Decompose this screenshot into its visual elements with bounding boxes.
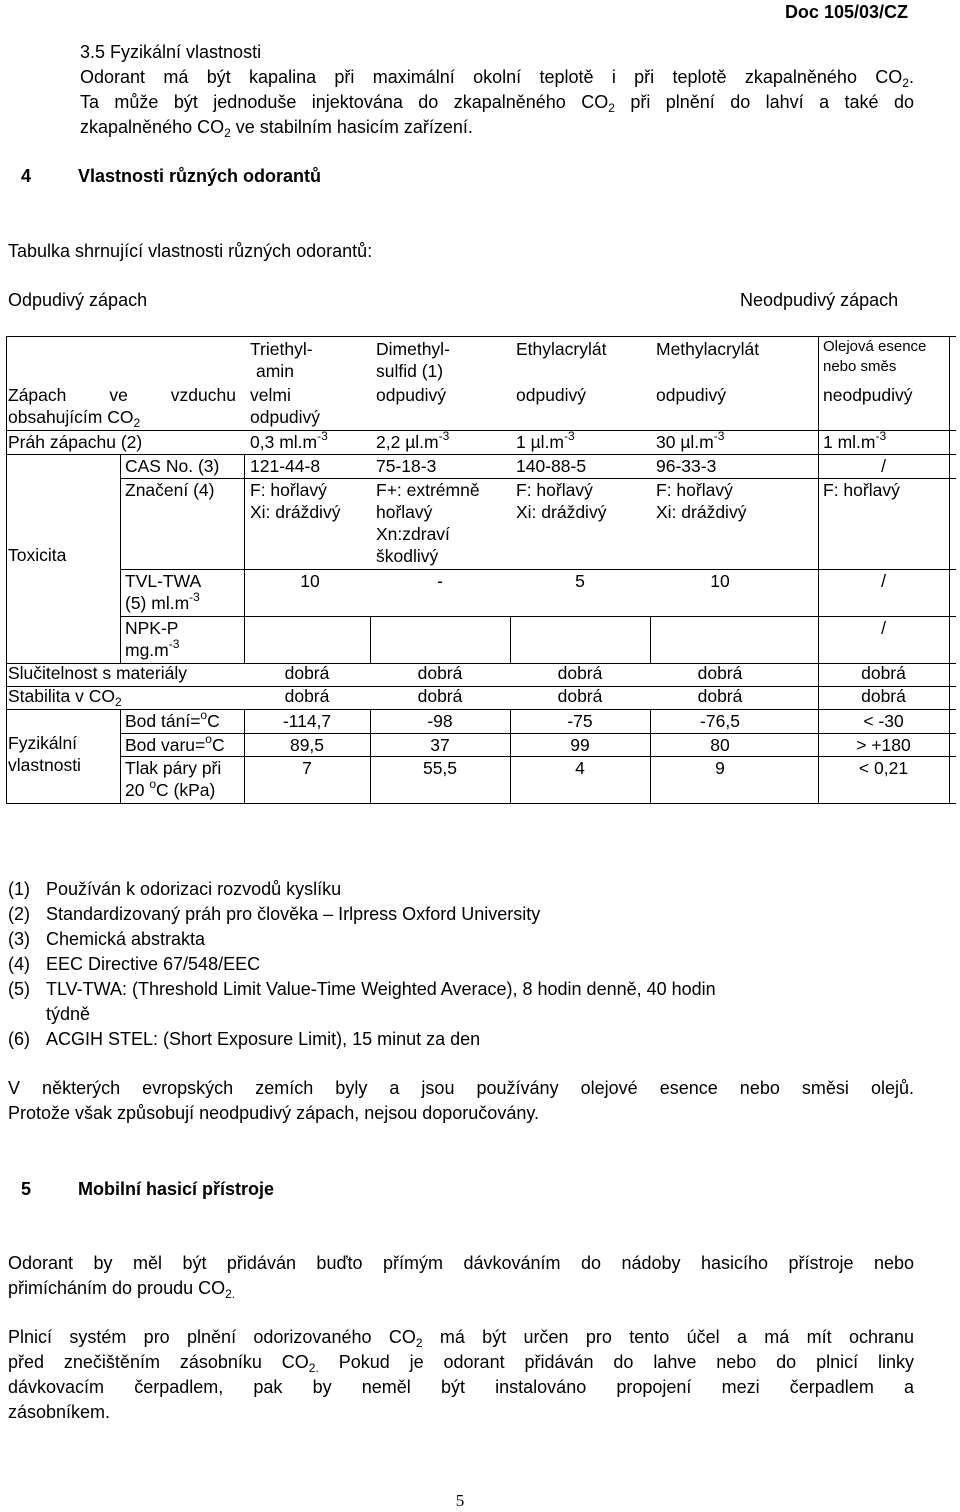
boil-value: 99 — [570, 735, 590, 755]
vapour-label: Tlak páry při 20 $^o$C (kPa) — [125, 758, 222, 800]
smell-ethylacrylat: odpudivý — [516, 385, 587, 405]
vapour-value: < 0,21 — [858, 758, 909, 778]
row-label-zapach: Zápach ve vzduchu — [8, 385, 236, 405]
smell-triethylamin: velmi odpudivý — [250, 385, 321, 427]
footnote: (4) EEC Directive 67/548/EEC — [8, 954, 261, 974]
boil-value: 89,5 — [289, 735, 325, 755]
melt-value: -76,5 — [700, 711, 740, 731]
cas-label: CAS No. (3) — [125, 456, 220, 476]
cas-value: 75-18-3 — [376, 456, 437, 476]
vapour-value: 9 — [715, 758, 725, 778]
table-line — [244, 454, 245, 664]
section-5-line: Odorant by měl být přidáván buďto přímým dávkováním do nádoby hasicího přístroje nebo — [8, 1253, 914, 1273]
oils-paragraph-line: V některých evropských zemích byly a jsou používány olejové esence nebo směsi olejů. — [8, 1078, 914, 1098]
tvl-label: TVL-TWA (5) $ml.m^{-3}$ — [125, 571, 202, 613]
section-3-5-line: Odorant má být kapalina při maximální okolní teplotě i při teplotě zkapalněného $CO_2$. — [80, 67, 914, 90]
section-5-line: před znečištěním zásobníku $CO_{2.}$ Pokud je odorant přidáván do lahve nebo do plnicí linky — [8, 1352, 914, 1375]
smell-olejova: neodpudivý — [823, 385, 913, 405]
tvl-value: 10 — [710, 571, 730, 591]
table-intro: Tabulka shrnující vlastnosti různých odorantů: — [8, 241, 373, 261]
section-5-title: Mobilní hasicí přístroje — [78, 1179, 275, 1199]
melt-value: -75 — [567, 711, 593, 731]
header-olejova-esence: Olejová esence nebo směs — [823, 338, 927, 375]
section-3-5-heading: 3.5 Fyzikální vlastnosti — [80, 42, 262, 62]
table-line — [6, 336, 956, 337]
row-label-fyzikalni: Fyzikální vlastnosti — [8, 733, 81, 775]
page-number: 5 — [455, 1491, 465, 1510]
compat-value: dobrá — [697, 663, 743, 683]
compat-value: dobrá — [861, 663, 906, 683]
smell-dimethylsulfid: odpudivý — [376, 385, 447, 405]
stability-value: dobrá — [284, 686, 330, 706]
vapour-value: 7 — [302, 758, 312, 778]
marking-label: Značení (4) — [125, 480, 215, 500]
section-3-5-line: Ta může být jednoduše injektována do zkapalněného $CO_2$ při plnění do lahví a také do — [80, 92, 914, 115]
table-line — [510, 616, 511, 664]
row-label-prah: Práh zápachu (2) — [8, 432, 143, 452]
section-5-line: dávkovacím čerpadlem, pak by neměl být instalováno propojení mezi čerpadlem a — [8, 1377, 914, 1397]
threshold-olejova: 1 $ml.m^{-3}$ — [823, 429, 887, 452]
stability-value: dobrá — [557, 686, 603, 706]
threshold-triethylamin: 0,3 $ml.m^{-3}$ — [250, 429, 328, 452]
vapour-value: 55,5 — [422, 758, 458, 778]
npk-value: / — [881, 618, 886, 638]
table-line — [6, 430, 956, 431]
melt-value: -98 — [427, 711, 453, 731]
marking-ethylacrylat: F: hořlavý Xi: dráždivý — [516, 480, 607, 522]
cas-value: / — [881, 456, 886, 476]
section-4-number: 4 — [21, 166, 32, 186]
cas-value: 96-33-3 — [656, 456, 717, 476]
section-5-line: Plnicí systém pro plnění odorizovaného $CO_2$ má být určen pro tento účel a má mít ochranu — [8, 1327, 914, 1350]
odorant-table — [6, 336, 956, 804]
smell-methylacrylat: odpudivý — [656, 385, 727, 405]
header-methylacrylat: Methylacrylát — [656, 339, 760, 359]
row-label-stabilita: Stabilita v $CO_2$ — [8, 686, 122, 709]
footnote-continuation: týdně — [46, 1004, 91, 1024]
marking-triethylamin: F: hořlavý Xi: dráždivý — [250, 480, 341, 522]
melt-value: -114,7 — [282, 711, 332, 731]
threshold-ethylacrylat: 1 $\mu l.m^{-3}$ — [516, 429, 575, 452]
table-line — [6, 336, 7, 804]
odpudivy-label: Odpudivý zápach — [8, 290, 148, 310]
section-5-line: přimícháním do proudu $CO_{2.}$ — [8, 1278, 236, 1301]
boil-value: 80 — [710, 735, 730, 755]
table-line — [6, 803, 956, 804]
table-line — [370, 616, 371, 664]
section-5-line: zásobníkem. — [8, 1402, 111, 1422]
neodpudivy-label: Neodpudivý zápach — [740, 290, 899, 310]
threshold-dimethylsulfid: 2,2 $\mu l.m^{-3}$ — [376, 429, 450, 452]
header-ethylacrylat: Ethylacrylát — [516, 339, 607, 359]
vapour-value: 4 — [575, 758, 585, 778]
boil-value: > +180 — [856, 735, 911, 755]
boil-label: Bod varu=$^o$C — [125, 732, 225, 755]
stability-value: dobrá — [697, 686, 743, 706]
section-5-number: 5 — [21, 1179, 32, 1199]
melt-label: Bod tání=$^o$C — [125, 708, 220, 731]
compat-value: dobrá — [417, 663, 463, 683]
section-4-title: Vlastnosti různých odorantů — [78, 166, 322, 186]
section-3-5-line: zkapalněného $CO_2$ ve stabilním hasicím zařízení. — [80, 117, 473, 140]
stability-value: dobrá — [417, 686, 463, 706]
footnote: (5) TLV-TWA: (Threshold Limit Value-Time Weighted Averace), 8 hodin denně, 40 hodin — [8, 979, 716, 999]
cas-value: 121-44-8 — [250, 456, 321, 476]
row-label-zapach-2: obsahujícím $CO_2$ — [8, 407, 141, 430]
stability-value: dobrá — [861, 686, 906, 706]
marking-olejova: F: hořlavý — [823, 480, 900, 500]
row-label-slucitelnost: Slučitelnost s materiály — [8, 663, 187, 683]
table-line — [120, 454, 121, 664]
compat-value: dobrá — [557, 663, 603, 683]
boil-value: 37 — [430, 735, 450, 755]
footnote: (1) Používán k odorizaci rozvodů kyslíku — [8, 879, 342, 899]
threshold-methylacrylat: 30 $\mu l.m^{-3}$ — [656, 429, 725, 452]
tvl-value: - — [437, 571, 443, 591]
npk-label: NPK-P $mg.m^{-3}$ — [125, 618, 180, 660]
tvl-value: / — [881, 571, 886, 591]
footnote: (2) Standardizovaný práh pro člověka – Irlpress Oxford University — [8, 904, 541, 924]
header-dimethylsulfid: Dimethyl- sulfid (1) — [376, 339, 450, 381]
table-line — [650, 616, 651, 664]
marking-dimethylsulfid: F+: extrémně hořlavý Xn:zdraví škodlivý — [376, 480, 480, 566]
melt-value: < -30 — [863, 711, 904, 731]
footnote: (3) Chemická abstrakta — [8, 929, 206, 949]
tvl-value: 5 — [575, 571, 585, 591]
tvl-value: 10 — [300, 571, 320, 591]
row-label-toxicita: Toxicita — [8, 545, 67, 565]
marking-methylacrylat: F: hořlavý Xi: dráždivý — [656, 480, 747, 522]
footnote: (6) ACGIH STEL: (Short Exposure Limit), 15 minut za den — [8, 1029, 481, 1049]
header-triethylamin: Triethyl- amin — [250, 339, 313, 381]
cas-value: 140-88-5 — [516, 456, 587, 476]
oils-paragraph-line: Protože však způsobují neodpudivý zápach, nejsou doporučovány. — [8, 1103, 540, 1123]
compat-value: dobrá — [284, 663, 330, 683]
document-id: Doc 105/03/CZ — [784, 2, 908, 22]
